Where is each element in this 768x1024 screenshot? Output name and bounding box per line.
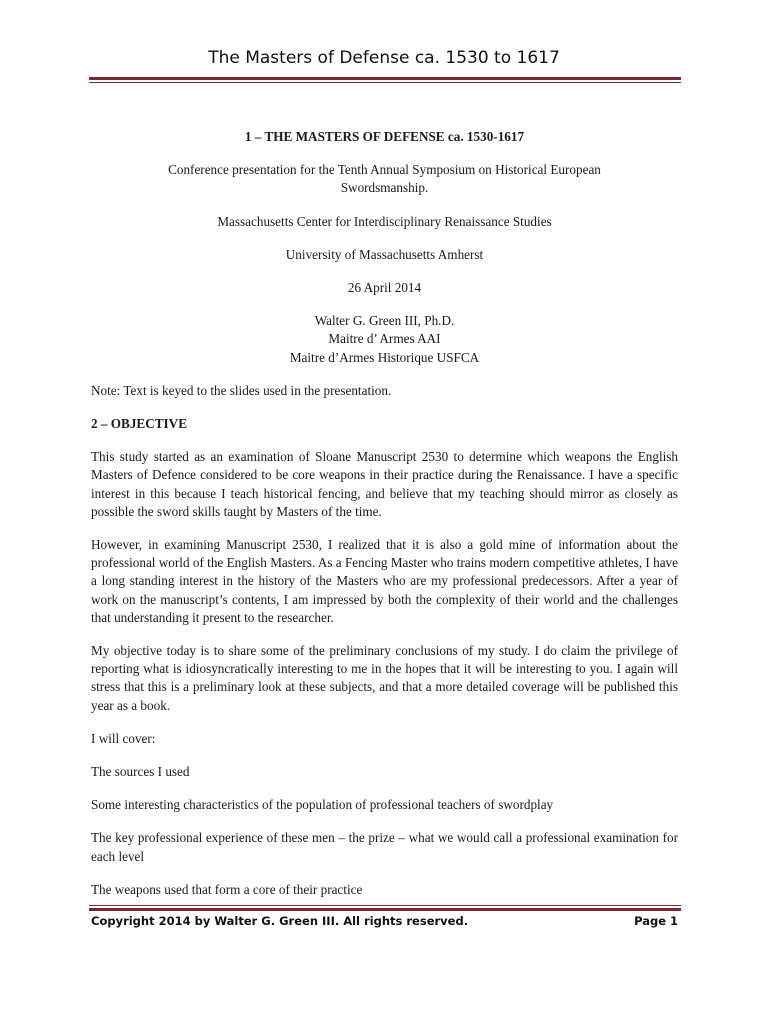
cover-intro: I will cover: bbox=[91, 730, 156, 746]
section-title: 1 – THE MASTERS OF DEFENSE ca. 1530-1617 bbox=[244, 129, 525, 144]
header-rule-thick bbox=[89, 77, 681, 80]
author-block bbox=[91, 312, 678, 367]
paragraph-3: My objective today is to share some of the preliminary conclusions of my study. I do claim the privilege of reporting what is idiosyncratically interesting to me in the hopes that it will be interesting to you. I again will stress that this is a preliminary look at these subjects, and that a more detailed coverage will be published this year as a book. bbox=[91, 643, 678, 713]
cover-item: The weapons used that form a core of their practice bbox=[91, 881, 363, 897]
university-line: University of Massachusetts Amherst bbox=[285, 246, 484, 262]
date-line: 26 April 2014 bbox=[347, 280, 422, 296]
running-header: The Masters of Defense ca. 1530 to 1617 bbox=[208, 48, 560, 68]
cover-item: The sources I used bbox=[91, 764, 190, 780]
conference-line: Conference presentation for the Tenth Annual Symposium on Historical European Swordsmanship. bbox=[168, 162, 601, 196]
page-content bbox=[91, 128, 678, 914]
paragraph-2: However, in examining Manuscript 2530, I realized that it is also a gold mine of information about the professional world of the English Masters. As a Fencing Master who trains modern competitive athletes, I have a long standing interest in the history of the Masters who are my professional predecessors. After a year of work on the manuscript’s contents, I am impressed by both the complexity of their world and the challenges that understanding it present to the researcher. bbox=[91, 537, 678, 625]
footer-rule-thin bbox=[89, 905, 681, 906]
page-number: Page 1 bbox=[634, 914, 678, 928]
paragraph-1: This study started as an examination of Sloane Manuscript 2530 to determine which weapons the English Masters of Defence considered to be core weapons in their practice during the Renaissance. I have a specific interest in this because I teach historical fencing, and believe that my teaching should mirror as closely as possible the sword skills taught by Masters of the time. bbox=[91, 449, 678, 519]
author-name: Walter G. Green III, Ph.D. bbox=[314, 313, 455, 329]
header-rule-thin bbox=[89, 82, 681, 83]
objective-heading: 2 – OBJECTIVE bbox=[91, 416, 187, 432]
footer-rule-thick bbox=[89, 908, 681, 911]
copyright-notice: Copyright 2014 by Walter G. Green III. All rights reserved. bbox=[91, 914, 469, 928]
author-title-2: Maitre d’Armes Historique USFCA bbox=[289, 349, 480, 365]
author-title-1: Maitre d’ Armes AAI bbox=[328, 331, 441, 347]
note-line: Note: Text is keyed to the slides used in the presentation. bbox=[91, 382, 392, 398]
center-line: Massachusetts Center for Interdisciplinary Renaissance Studies bbox=[217, 213, 552, 229]
cover-item: Some interesting characteristics of the population of professional teachers of swordplay bbox=[91, 797, 554, 813]
cover-item: The key professional experience of these men – the prize – what we would call a professional examination for each level bbox=[91, 830, 678, 864]
